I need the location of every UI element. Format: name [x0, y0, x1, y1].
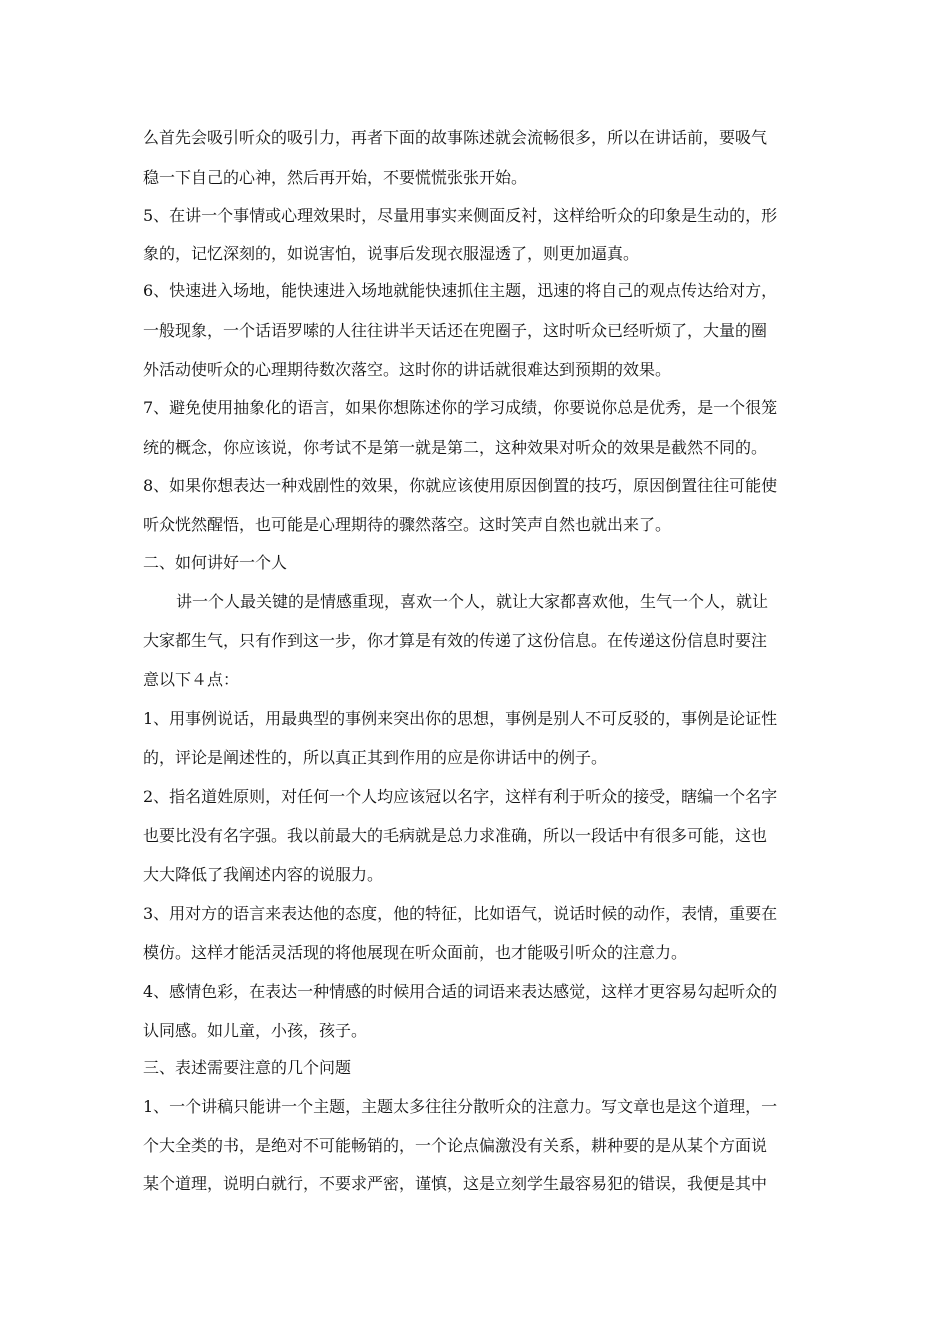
- paragraph-line: 3、用对方的语言来表达他的态度，他的特征，比如语气，说话时候的动作，表情，重要在: [143, 904, 778, 923]
- paragraph-line: 认同感。如儿童，小孩，孩子。: [143, 1021, 368, 1040]
- paragraph-line: 5、在讲一个事情或心理效果时，尽量用事实来侧面反衬，这样给听众的印象是生动的，形: [143, 206, 778, 225]
- paragraph-line: 稳一下自己的心神，然后再开始，不要慌慌张张开始。: [143, 168, 528, 187]
- paragraph-line: 8、如果你想表达一种戏剧性的效果，你就应该使用原因倒置的技巧，原因倒置往往可能使: [143, 476, 778, 495]
- paragraph-line: 讲一个人最关键的是情感重现，喜欢一个人，就让大家都喜欢他，生气一个人，就让: [176, 592, 769, 611]
- paragraph-line: 大大降低了我阐述内容的说服力。: [143, 865, 384, 884]
- paragraph-line: 外活动使听众的心理期待数次落空。这时你的讲话就很难达到预期的效果。: [143, 360, 672, 379]
- paragraph-line: 1、一个讲稿只能讲一个主题，主题太多往往分散听众的注意力。写文章也是这个道理，一: [143, 1097, 778, 1116]
- paragraph-line: 6、快速进入场地，能快速进入场地就能快速抓住主题，迅速的将自己的观点传达给对方，: [143, 281, 778, 300]
- paragraph-line: 大家都生气，只有作到这一步，你才算是有效的传递了这份信息。在传递这份信息时要注: [143, 631, 768, 650]
- paragraph-line: 么首先会吸引听众的吸引力，再者下面的故事陈述就会流畅很多，所以在讲话前，要吸气: [143, 128, 768, 147]
- paragraph-line: 也要比没有名字强。我以前最大的毛病就是总力求准确，所以一段话中有很多可能，这也: [143, 826, 768, 845]
- paragraph-line: 7、避免使用抽象化的语言，如果你想陈述你的学习成绩，你要说你总是优秀，是一个很笼: [143, 398, 778, 417]
- paragraph-line: 的，评论是阐述性的，所以真正其到作用的应是你讲话中的例子。: [143, 748, 608, 767]
- paragraph-line: 听众恍然醒悟，也可能是心理期待的骤然落空。这时笑声自然也就出来了。: [143, 515, 672, 534]
- section-heading: 三、表述需要注意的几个问题: [143, 1058, 352, 1077]
- paragraph-line: 模仿。这样才能活灵活现的将他展现在听众面前，也才能吸引听众的注意力。: [143, 943, 688, 962]
- paragraph-line: 4、感情色彩，在表达一种情感的时候用合适的词语来表达感觉，这样才更容易勾起听众的: [143, 982, 778, 1001]
- section-heading: 二、如何讲好一个人: [143, 553, 288, 572]
- paragraph-line: 个大全类的书，是绝对不可能畅销的，一个论点偏激没有关系，耕种要的是从某个方面说: [143, 1136, 768, 1155]
- paragraph-line: 2、指名道姓原则，对任何一个人均应该冠以名字，这样有利于听众的接受，瞎编一个名字: [143, 787, 778, 806]
- paragraph-line: 象的，记忆深刻的，如说害怕，说事后发现衣服湿透了，则更加逼真。: [143, 244, 640, 263]
- paragraph-line: 意以下４点：: [143, 670, 240, 689]
- paragraph-line: 一般现象，一个话语罗嗦的人往往讲半天话还在兜圈子，这时听众已经听烦了，大量的圈: [143, 321, 768, 340]
- paragraph-line: 1、用事例说话，用最典型的事例来突出你的思想，事例是别人不可反驳的，事例是论证性: [143, 709, 778, 728]
- paragraph-line: 统的概念，你应该说，你考试不是第一就是第二，这种效果对听众的效果是截然不同的。: [143, 438, 768, 457]
- paragraph-line: 某个道理，说明白就行，不要求严密，谨慎，这是立刻学生最容易犯的错误，我便是其中: [143, 1174, 768, 1193]
